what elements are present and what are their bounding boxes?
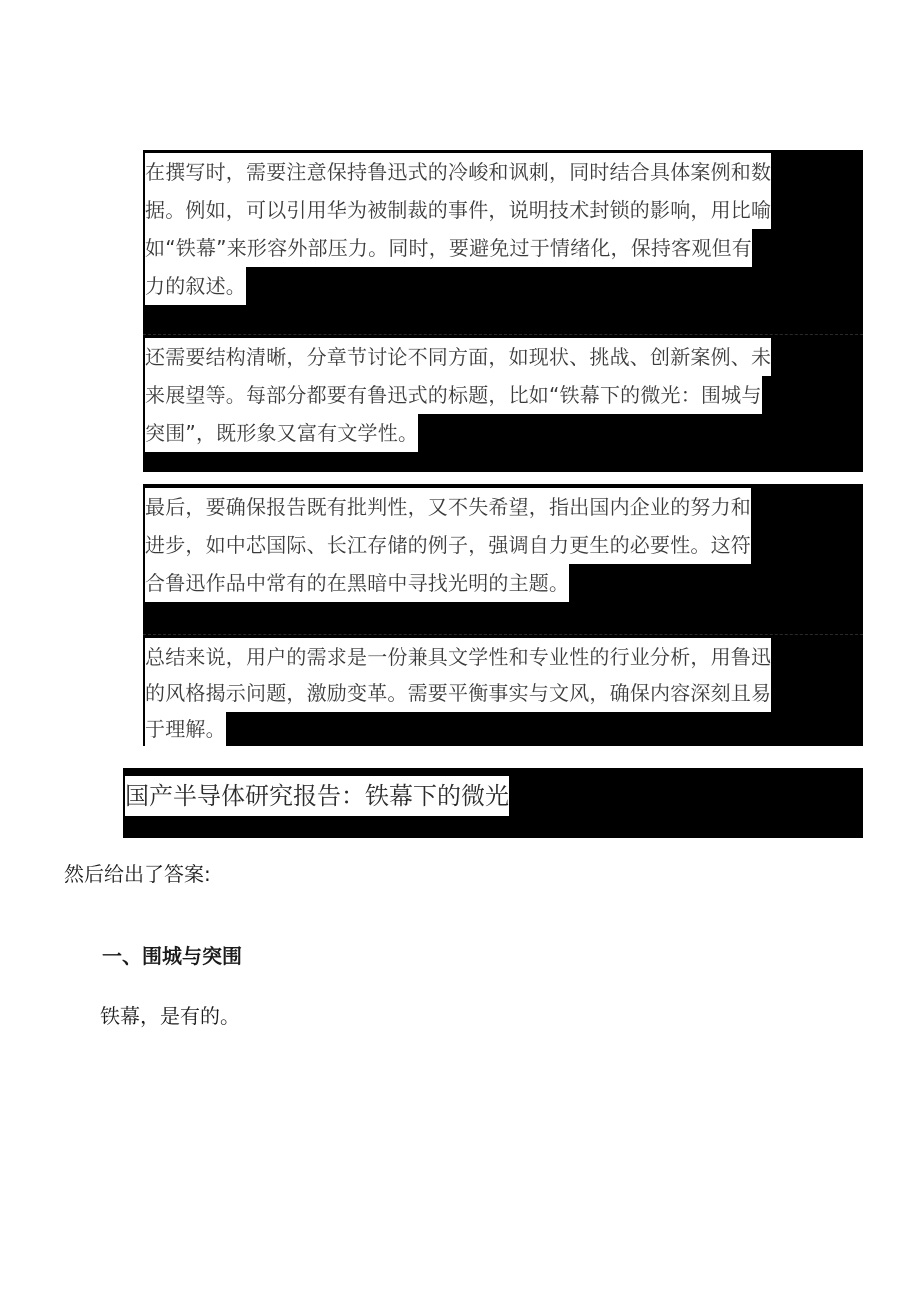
divider [143,634,863,635]
answer-text: 铁幕，是有的。 [100,1004,240,1028]
report-title: 国产半导体研究报告：铁幕下的微光 [125,776,509,816]
report-title-block [123,768,863,838]
thinking-line: 总结来说，用户的需求是一份兼具文学性和专业性的行业分析，用鲁迅 [145,638,771,676]
thinking-block-2 [143,484,863,746]
thinking-line: 合鲁迅作品中常有的在黑暗中寻找光明的主题。 [145,564,569,602]
after-text: 然后给出了答案: [64,862,211,886]
thinking-line: 突围”，既形象又富有文学性。 [145,414,418,452]
thinking-line: 来展望等。每部分都要有鲁迅式的标题，比如“铁幕下的微光：围城与 [145,376,762,414]
thinking-block-1 [143,150,863,472]
thinking-line: 力的叙述。 [145,267,246,305]
thinking-line: 据。例如，可以引用华为被制裁的事件，说明技术封锁的影响，用比喻 [145,191,771,229]
divider [143,334,863,335]
thinking-line: 于理解。 [145,710,226,748]
thinking-line: 的风格揭示问题，激励变革。需要平衡事实与文风，确保内容深刻且易 [145,674,771,712]
thinking-line: 如“铁幕”来形容外部压力。同时，要避免过于情绪化，保持客观但有 [145,229,752,267]
thinking-line: 在撰写时，需要注意保持鲁迅式的冷峻和讽刺，同时结合具体案例和数 [145,153,771,191]
thinking-line: 还需要结构清晰，分章节讨论不同方面，如现状、挑战、创新案例、未 [145,338,771,376]
thinking-line: 进步，如中芯国际、长江存储的例子，强调自力更生的必要性。这符 [145,526,751,564]
thinking-line: 最后，要确保报告既有批判性，又不失希望，指出国内企业的努力和 [145,488,751,526]
section-heading: 一、围城与突围 [102,944,242,968]
